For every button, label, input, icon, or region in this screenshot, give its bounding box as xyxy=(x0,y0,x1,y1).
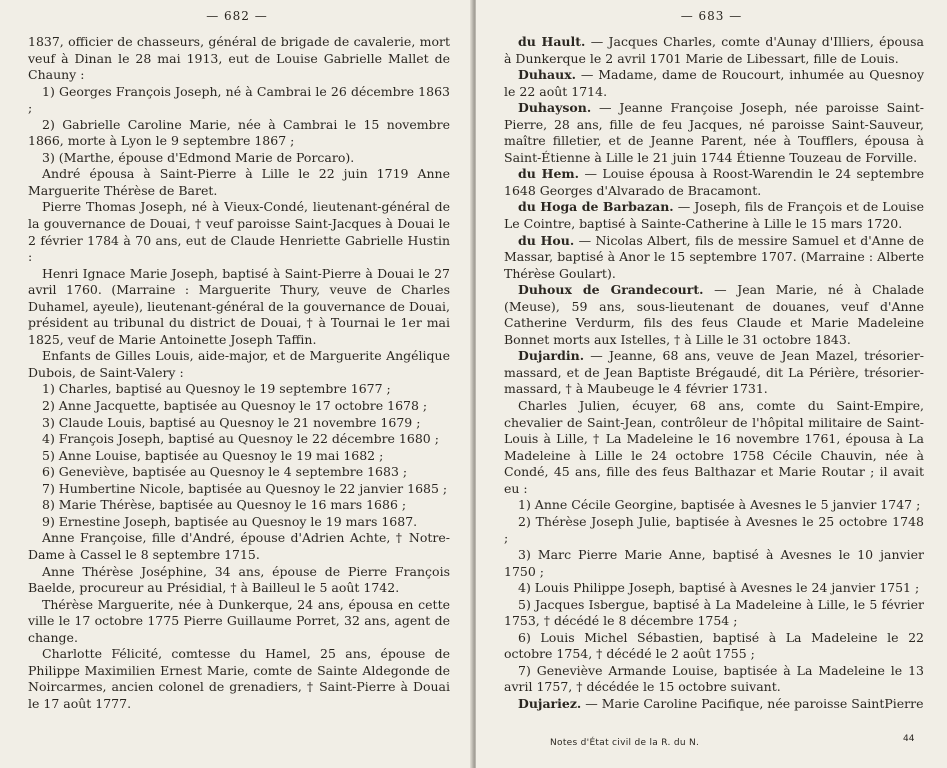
paragraph xyxy=(28,116,454,150)
paragraph-text: 1) Georges François Joseph, né à Cambrai le 26 décembre 1863 ; xyxy=(28,83,454,116)
page-number-left: — 682 — xyxy=(206,9,268,23)
paragraph-text: — Marie Caroline Pacifique, née paroisse SaintPierre xyxy=(581,695,924,711)
paragraph-text: 3) Claude Louis, baptisé au Quesnoy le 21 novembre 1679 ; xyxy=(42,414,421,430)
paragraph xyxy=(504,199,928,232)
paragraph-text: 1) Charles, baptisé au Quesnoy le 19 septembre 1677 ; xyxy=(42,381,391,397)
paragraph xyxy=(28,497,450,514)
paragraph-text: — Louise épousa à Roost-Warendin le 24 septembre 1648 Georges d'Alvarado de Bracamont. xyxy=(504,166,928,198)
paragraph xyxy=(28,514,450,531)
paragraph xyxy=(28,83,454,117)
paragraph xyxy=(504,596,928,630)
paragraph-text: 3) (Marthe, épouse d'Edmond Marie de Porcaro). xyxy=(42,149,355,165)
paragraph xyxy=(28,381,450,398)
paragraph xyxy=(504,662,928,696)
paragraph xyxy=(504,100,928,166)
paragraph xyxy=(504,67,928,100)
paragraph-text: Anne Thérèse Joséphine, 34 ans, épouse de Pierre François Baelde, procureur au Présidial, † à Bailleul le 5 août 1742. xyxy=(28,563,454,596)
left-page-text xyxy=(28,34,454,712)
paragraph xyxy=(28,563,454,597)
paragraph-text: — Jacques Charles, comte d'Aunay d'Illiers, épousa à Dunkerque le 2 avril 1701 Marie de Libessart, fille de Louis. xyxy=(504,34,928,66)
paragraph xyxy=(28,199,454,265)
paragraph xyxy=(504,629,928,663)
paragraph xyxy=(504,232,928,283)
paragraph-text: Thérèse Marguerite, née à Dunkerque, 24 ans, épousa en cette ville le 17 octobre 1775 Pierre Guillaume Porret, 32 ans, agent de change. xyxy=(28,596,454,645)
paragraph xyxy=(28,431,450,448)
paragraph xyxy=(28,34,454,84)
paragraph-text: Pierre Thomas Joseph, né à Vieux-Condé, lieutenant-général de la gouvernance de Douai, † veuf paroisse Saint-Jacques à Douai le 2 février 1784 à 70 ans, eut de Claude Henriette Gabrielle Hustin : xyxy=(28,199,454,265)
paragraph-text: Charles Julien, écuyer, 68 ans, comte du Saint-Empire, chevalier de Saint-Jean, contrôleur de l'hôpital militaire de Saint-Louis à Lille, † La Madeleine le 16 novembre 1761, épousa à La Madeleine à Lille le 24 octobre 1758 Cécile Chauvin, née à Condé, 45 ans, fille des feus Balthazar et Marie Routar ; il avait eu : xyxy=(504,398,928,496)
paragraph xyxy=(28,646,454,712)
paragraph-text: 5) Jacques Isbergue, baptisé à La Madeleine à Lille, le 5 février 1753, † décédé le 8 décembre 1754 ; xyxy=(504,596,928,629)
paragraph xyxy=(28,530,450,563)
page-footer: Notes d'État civil de la R. du N. xyxy=(550,738,700,748)
paragraph xyxy=(504,696,924,713)
paragraph xyxy=(28,166,454,199)
entry-surname: Duhaux. xyxy=(518,67,577,83)
paragraph xyxy=(28,150,450,167)
paragraph xyxy=(504,34,928,67)
signature-number: 44 xyxy=(903,734,915,744)
entry-surname: Duhoux de Grandecourt. xyxy=(518,282,704,298)
paragraph-text: 6) Geneviève, baptisée au Quesnoy le 4 septembre 1683 ; xyxy=(42,464,408,480)
paragraph-text: 7) Geneviève Armande Louise, baptisée à La Madeleine le 13 avril 1757, † décédée le 15 octobre suivant. xyxy=(504,662,928,695)
paragraph-text: 8) Marie Thérèse, baptisée au Quesnoy le 16 mars 1686 ; xyxy=(42,497,407,513)
paragraph-text: 2) Gabrielle Caroline Marie, née à Cambrai le 15 novembre 1866, morte à Lyon le 9 septembre 1867 ; xyxy=(28,116,454,149)
paragraph-text: 7) Humbertine Nicole, baptisée au Quesnoy le 22 janvier 1685 ; xyxy=(42,480,448,496)
paragraph-text: 5) Anne Louise, baptisée au Quesnoy le 19 mai 1682 ; xyxy=(42,447,384,463)
paragraph-text: — Jeanne Françoise Joseph, née paroisse Saint-Pierre, 28 ans, fille de feu Jacques, né paroisse Saint-Sauveur, maître filletier, et de Jeanne Parent, née à Toufflers, épousa à Saint-Étienne à Lille le 21 juin 1744 Étienne Touzeau de Forville. xyxy=(504,100,928,165)
paragraph xyxy=(28,415,450,432)
paragraph xyxy=(504,282,928,348)
paragraph xyxy=(28,398,450,415)
paragraph-text: 4) Louis Philippe Joseph, baptisé à Avesnes le 24 janvier 1751 ; xyxy=(518,580,920,596)
paragraph-text: — Nicolas Albert, fils de messire Samuel et d'Anne de Massar, baptisé à Anor le 15 septembre 1707. (Marraine : Alberte Thérèse Goulart). xyxy=(504,232,928,281)
right-page xyxy=(476,0,947,768)
paragraph-text: Anne Françoise, fille d'André, épouse d'Adrien Achte, † Notre-Dame à Cassel le 8 septembre 1715. xyxy=(28,530,450,562)
paragraph-text: — Jeanne, 68 ans, veuve de Jean Mazel, trésorier-massard, et de Jean Baptiste Brégaudé, dit La Périère, trésorier-massard, † à Maubeuge le 4 février 1731. xyxy=(504,348,924,397)
paragraph-text: — Madame, dame de Roucourt, inhumée au Quesnoy le 22 août 1714. xyxy=(504,67,928,99)
paragraph-text: Charlotte Félicité, comtesse du Hamel, 25 ans, épouse de Philippe Maximilien Ernest Marie, comte de Sainte Aldegonde de Noircarmes, ancien colonel de grenadiers, † Saint-Pierre à Douai le 17 août 1777. xyxy=(28,646,454,711)
paragraph xyxy=(28,481,450,498)
paragraph xyxy=(504,497,924,514)
paragraph xyxy=(28,348,454,381)
paragraph-text: 3) Marc Pierre Marie Anne, baptisé à Avesnes le 10 janvier 1750 ; xyxy=(504,546,928,579)
paragraph xyxy=(28,596,454,647)
paragraph-text: 9) Ernestine Joseph, baptisée au Quesnoy le 19 mars 1687. xyxy=(42,513,418,529)
paragraph xyxy=(504,166,928,199)
right-page-text xyxy=(504,34,928,712)
entry-surname: du Hault. xyxy=(518,34,586,49)
paragraph-text: — Jean Marie, né à Chalade (Meuse), 59 ans, sous-lieutenant de douanes, veuf d'Anne Catherine Verdurm, fils des feus Claude et Marie Madeleine Bonnet morts aux Istelles, † à Lille le 31 octobre 1843. xyxy=(504,282,928,347)
paragraph-text: 4) François Joseph, baptisé au Quesnoy le 22 décembre 1680 ; xyxy=(42,431,439,447)
paragraph-text: 1) Anne Cécile Georgine, baptisée à Avesnes le 5 janvier 1747 ; xyxy=(518,497,921,513)
paragraph xyxy=(504,513,928,547)
paragraph-text: 2) Anne Jacquette, baptisée au Quesnoy le 17 octobre 1678 ; xyxy=(42,398,428,414)
paragraph-text: Henri Ignace Marie Joseph, baptisé à Saint-Pierre à Douai le 27 avril 1760. (Marraine : Marguerite Thury, veuve de Charles Duhamel, ayeule), lieutenant-général de la gouvernance de Douai, président au tribunal du district de Douai, † à Tournai le 1er mai 1825, veuf de Marie Antoinette Joseph Taffin. xyxy=(28,265,454,347)
entry-surname: du Hou. xyxy=(518,232,575,248)
paragraph xyxy=(504,348,924,398)
entry-surname: Duhayson. xyxy=(518,100,592,116)
paragraph-text: Enfants de Gilles Louis, aide-major, et de Marguerite Angélique Dubois, de Saint-Valery : xyxy=(28,348,454,380)
paragraph-text: 2) Thérèse Joseph Julie, baptisée à Avesnes le 25 octobre 1748 ; xyxy=(504,513,928,546)
entry-surname: du Hem. xyxy=(518,166,579,182)
entry-surname: Dujariez. xyxy=(518,695,582,711)
entry-surname: Dujardin. xyxy=(518,348,585,364)
paragraph xyxy=(28,265,454,349)
paragraph xyxy=(504,580,924,597)
paragraph-text: André épousa à Saint-Pierre à Lille le 22 juin 1719 Anne Marguerite Thérèse de Baret. xyxy=(28,166,454,198)
paragraph-text: 1837, officier de chasseurs, général de brigade de cavalerie, mort veuf à Dinan le 28 mai 1913, eut de Louise Gabrielle Mallet de Chauny : xyxy=(28,34,454,83)
paragraph xyxy=(28,448,450,465)
paragraph xyxy=(504,546,928,580)
paragraph xyxy=(28,464,450,481)
page-number-right: — 683 — xyxy=(680,9,743,23)
paragraph xyxy=(504,398,928,497)
paragraph-text: 6) Louis Michel Sébastien, baptisé à La Madeleine le 22 octobre 1754, † décédé le 2 août 1755 ; xyxy=(504,629,928,662)
paragraph-text: — Joseph, fils de François et de Louise Le Cointre, baptisé à Sainte-Catherine à Lille le 15 mars 1720. xyxy=(504,199,928,232)
entry-surname: du Hoga de Barbazan. xyxy=(518,199,674,215)
